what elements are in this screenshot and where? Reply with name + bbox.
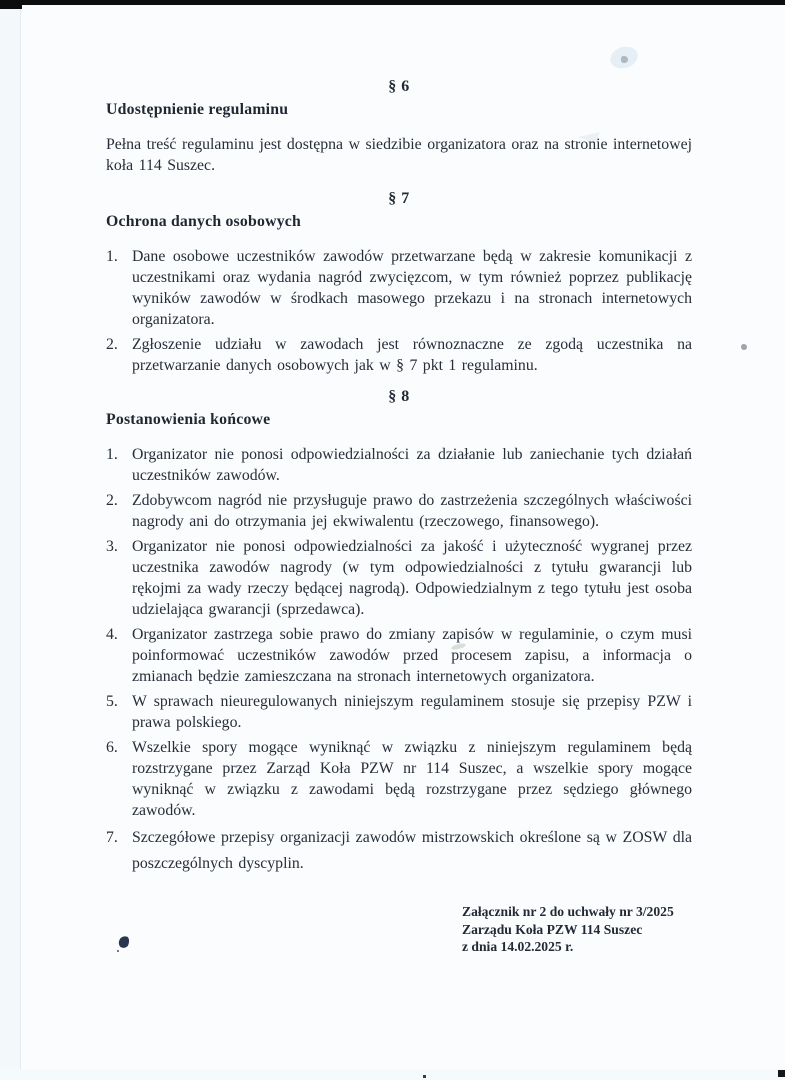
list-item: Zgłoszenie udziału w zawodach jest równoznaczne ze zgodą uczestnika na przetwarzanie danych osobowych jak w § 7 pkt 1 regulaminu. xyxy=(132,336,692,374)
list-item: Organizator nie ponosi odpowiedzialności za jakość i użyteczność wygranej przez uczestnika zawodów nagrody (w tym odpowiedzialności z tytułu gwarancji lub rękojmi za wady rzeczy będącej nagrodą). Odpowiedzialnym z tego tytułu jest osoba udzielająca gwarancji (sprzedawca). xyxy=(132,538,692,618)
section-6-heading: Udostępnienie regulaminu xyxy=(106,101,289,118)
attachment-note-line: z dnia 14.02.2025 r. xyxy=(462,939,574,954)
attachment-note xyxy=(462,903,742,956)
attachment-note-line: Zarządu Koła PZW 114 Suszec xyxy=(462,921,643,937)
scan-dot-artifact xyxy=(741,344,747,350)
section-8 xyxy=(106,386,692,877)
scan-dot-artifact xyxy=(778,1070,785,1077)
scan-bottom-margin xyxy=(0,1069,785,1080)
scan-dot-artifact xyxy=(423,1075,426,1078)
section-7-heading: Ochrona danych osobowych xyxy=(106,213,301,230)
list-item: Szczegółowe przepisy organizacji zawodów mistrzowskich określone są w ZOSW dla poszczególnych dyscyplin. xyxy=(132,829,692,872)
list-item: Dane osobowe uczestników zawodów przetwarzane będą w zakresie komunikacji z uczestnikami oraz wydania nagród zwycięzcom, w tym również poprzez publikację wyników zawodów w środkach masowego przekazu i na stronach internetowych organizatora. xyxy=(132,248,692,328)
attachment-note-line: Załącznik nr 2 do uchwały nr 3/2025 xyxy=(462,904,674,919)
ink-blot-artifact xyxy=(117,950,119,952)
scan-smudge-artifact xyxy=(621,56,628,63)
section-6-number: § 6 xyxy=(388,78,410,95)
list-item: Wszelkie spory mogące wyniknąć w związku z niniejszym regulaminem będą rozstrzygane przez Zarząd Koła PZW nr 114 Suszec, a wszelkie spory mogące wyniknąć w związku z zawodami będą rozstrzygane przez sędziego głównego zawodów. xyxy=(132,739,692,819)
document-content xyxy=(106,76,692,887)
section-7 xyxy=(106,188,692,376)
scanner-top-edge-artifact xyxy=(0,0,785,5)
list-item: Organizator zastrzega sobie prawo do zmiany zapisów w regulaminie, o czym musi poinformować uczestników zawodów przed procesem zapisu, a informacja o zmianach będzie zamieszczana na stronach internetowych organizatora. xyxy=(132,626,692,685)
section-6 xyxy=(106,76,692,176)
list-item: Organizator nie ponosi odpowiedzialności za działanie lub zaniechanie tych działań uczestników zawodów. xyxy=(132,446,692,484)
section-7-number: § 7 xyxy=(388,190,410,207)
scan-left-margin xyxy=(0,0,21,1080)
section-6-paragraph: Pełna treść regulaminu jest dostępna w siedzibie organizatora oraz na stronie internetowej koła 114 Suszec. xyxy=(106,136,692,174)
ink-blot-artifact xyxy=(117,935,130,950)
section-8-number: § 8 xyxy=(388,388,410,405)
section-8-list xyxy=(106,444,692,877)
section-7-list xyxy=(106,246,692,376)
scanner-corner-artifact xyxy=(0,0,22,9)
section-8-heading: Postanowienia końcowe xyxy=(106,411,271,428)
list-item: W sprawach nieuregulowanych niniejszym regulaminem stosuje się przepisy PZW i prawa polskiego. xyxy=(132,693,692,731)
list-item: Zdobywcom nagród nie przysługuje prawo do zastrzeżenia szczególnych właściwości nagrody ani do otrzymania jej ekwiwalentu (rzeczowego, finansowego). xyxy=(132,492,692,530)
